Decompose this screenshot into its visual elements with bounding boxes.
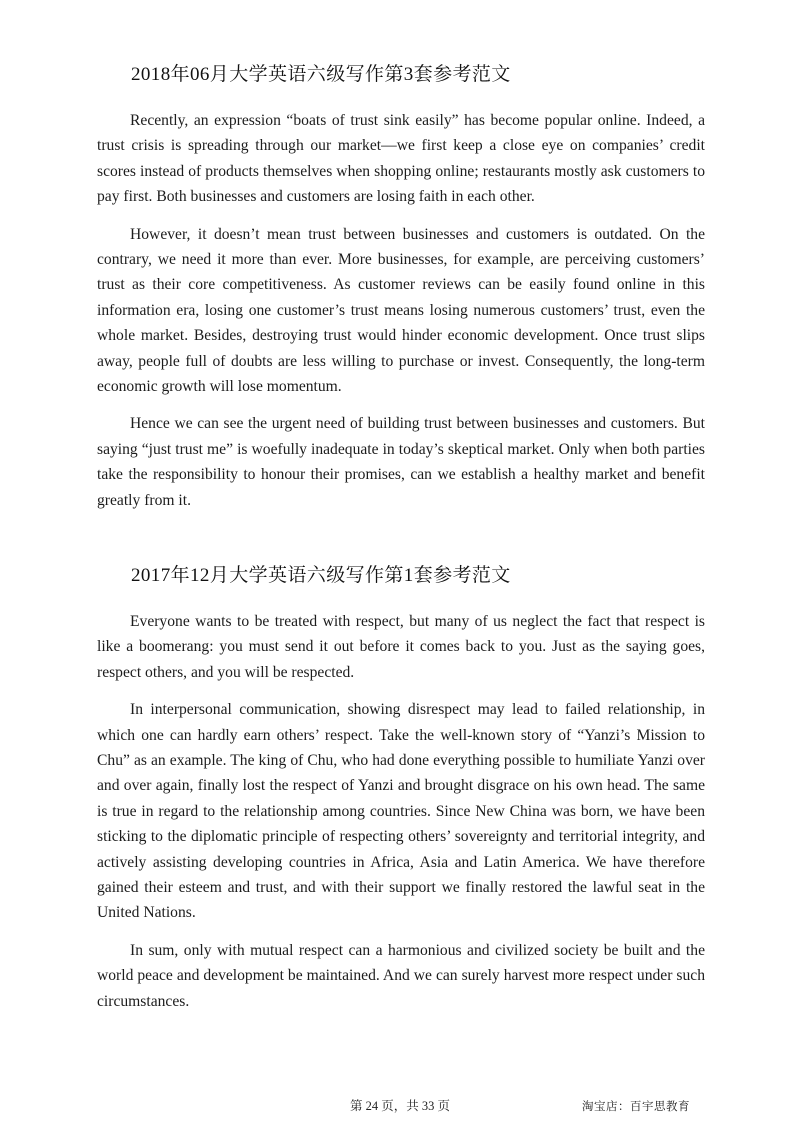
essay-title: 2018年06月大学英语六级写作第3套参考范文 [131, 64, 511, 85]
essay-section-2 [97, 563, 705, 1026]
essay-paragraph: In sum, only with mutual respect can a harmonious and civilized society be built and the world peace and development be maintained. And we can surely harvest more respect under such circumstances. [97, 941, 705, 1010]
essay-section-1 [97, 62, 705, 525]
essay-paragraph: In interpersonal communication, showing disrespect may lead to failed relationship, in which one can hardly earn others’ respect. Take the well-known story of “Yanzi’s Mission to Chu” as an example. The king of Chu, who had done everything possible to humiliate Yanzi over and over again, finally lost the respect of Yanzi and brought disgrace on his own head. The same is true in regard to the relationship among countries. Since New China was born, we have been sticking to the diplomatic principle of respecting others’ sovereignty and territorial integrity, and actively assisting developing countries in Africa, Asia and Latin America. We have therefore gained their esteem and trust, and with their support we finally restored the lawful seat in the United Nations. [97, 701, 705, 922]
essay-paragraph: Everyone wants to be treated with respect, but many of us neglect the fact that respect is like a boomerang: you must send it out before it comes back to you. Just as the saying goes, respect others, and you will be respected. [97, 613, 705, 681]
essay-paragraph: Recently, an expression “boats of trust sink easily” has become popular online. Indeed, a trust crisis is spreading through our market—we first keep a close eye on companies’ credit scores instead of products themselves when shopping online; restaurants mostly ask customers to pay first. Both businesses and customers are losing faith in each other. [97, 112, 705, 206]
essay-paragraph: However, it doesn’t mean trust between businesses and customers is outdated. On the contrary, we need it more than ever. More businesses, for example, are perceiving customers’ trust as their core competitiveness. As customer reviews can be easily found online in this information era, losing one customer’s trust means losing numerous customers’ trust, even the whole market. Besides, destroying trust would hinder economic development. Once trust slips away, people full of doubts are less willing to purchase or invest. Consequently, the long-term economic growth will lose momentum. [97, 225, 705, 396]
essay-title: 2017年12月大学英语六级写作第1套参考范文 [131, 565, 511, 586]
essay-paragraph: Hence we can see the urgent need of building trust between businesses and customers. But saying “just trust me” is woefully inadequate in today’s skeptical market. Only when both parties take the responsibility to honour their promises, can we establish a healthy market and benefit greatly from it. [97, 415, 705, 509]
page-number-label: 第 24 页，共 33 页 [349, 1099, 450, 1113]
shop-label: 淘宝店：百宇思教育 [582, 1099, 690, 1113]
